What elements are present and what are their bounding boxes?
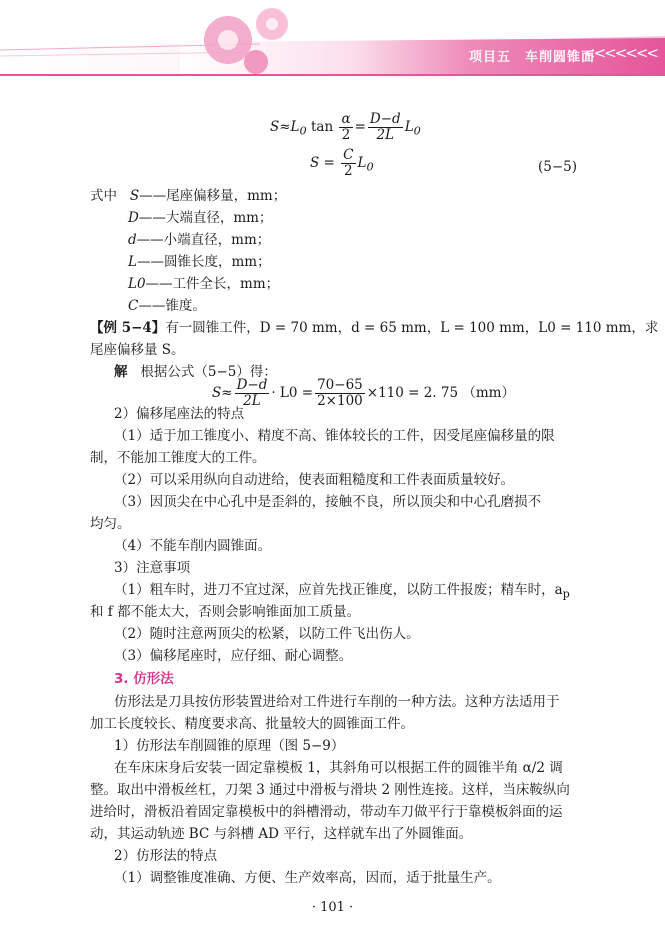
example-line-2: 尾座偏移量 S。 bbox=[90, 342, 185, 358]
subheading: 1）仿形法车削圆锥的原理（图 5−9） bbox=[114, 738, 345, 754]
definition-item: C——锥度。 bbox=[128, 298, 206, 314]
formula-2: S = $\frac{C}{2}$ $L_0$ bbox=[310, 147, 374, 179]
section-heading: 3. 仿形法 bbox=[114, 671, 174, 687]
header-decoration bbox=[0, 0, 665, 78]
paragraph-line: （2）可以采用纵向自动进给，使表面粗糙度和工件表面质量较好。 bbox=[114, 472, 515, 488]
definition-item: L0——工件全长，mm； bbox=[128, 276, 280, 292]
paragraph-line: （3）因顶尖在中心孔中是歪斜的，接触不良，所以顶尖和中心孔磨损不 bbox=[114, 494, 542, 510]
subheading: 2）仿形法的特点 bbox=[114, 848, 218, 864]
paragraph-line: 均匀。 bbox=[90, 516, 131, 532]
paragraph-line: 在车床床身后安装一固定靠模板 1，其斜角可以根据工件的圆锥半角 α/2 调 bbox=[114, 760, 563, 776]
solution-intro: 解 根据公式（5−5）得： bbox=[114, 364, 277, 380]
paragraph-line: 仿形法是刀具按仿形装置进给对工件进行车削的一种方法。这种方法适用于 bbox=[114, 694, 560, 710]
definition-item: D——大端直径，mm； bbox=[128, 210, 273, 226]
definition-item: L——圆锥长度，mm； bbox=[128, 254, 271, 270]
paragraph-line: （1）调整锥度准确、方便、生产效率高，因而，适于批量生产。 bbox=[114, 870, 501, 886]
page-number: · 101 · bbox=[311, 900, 354, 915]
paragraph-line: 整。取出中滑板丝杠，刀架 3 通过中滑板与滑块 2 刚性连接。这样，当床鞍纵向 bbox=[90, 782, 570, 798]
formula-1: $S\approx L_0$ tan $\frac{\alpha}{2}$ = $\frac{D-d}{2L}$ $L_0$ bbox=[270, 111, 421, 143]
example-line-1: 【例 5−4】有一圆锥工件，D = 70 mm，d = 65 mm，L = 100 mm，L0 = 110 mm，求 bbox=[90, 320, 659, 336]
page-header bbox=[0, 0, 665, 78]
definitions-lead: 式中 S——尾座偏移量，mm； bbox=[90, 188, 287, 204]
paragraph-line: 和 f 都不能太大，否则会影响锥面加工质量。 bbox=[90, 604, 361, 620]
paragraph-line: 进给时，滑板沿着固定靠模板中的斜槽滑动，带动车刀做平行于靠模板斜面的运 bbox=[90, 804, 563, 820]
equation-number: (5−5) bbox=[538, 159, 578, 175]
paragraph-line: （3）偏移尾座时，应仔细、耐心调整。 bbox=[114, 648, 353, 664]
subheading: 3）注意事项 bbox=[114, 560, 191, 576]
paragraph-line: （4）不能车削内圆锥面。 bbox=[114, 538, 272, 554]
subheading: 2）偏移尾座法的特点 bbox=[114, 406, 245, 422]
paragraph-line: 动，其运动轨迹 BC 与斜槽 AD 平行，这样就车出了外圆锥面。 bbox=[90, 826, 473, 842]
paragraph-line: （1）适于加工锥度小、精度不高、锥体较长的工件，因受尾座偏移量的限 bbox=[114, 428, 555, 444]
paragraph-line: 加工长度较长、精度要求高、批量较大的圆锥面工件。 bbox=[90, 716, 414, 732]
paragraph-line: （2）随时注意两顶尖的松紧，以防工件飞出伤人。 bbox=[114, 626, 420, 642]
paragraph-line: 制，不能加工锥度大的工件。 bbox=[90, 450, 266, 466]
paragraph-line: （1）粗车时，进刀不宜过深，应首先找正锥度，以防工件报废；精车时，$a_p$ bbox=[114, 582, 570, 601]
chapter-title: 项目五 车削圆锥面 bbox=[468, 50, 595, 65]
calculation-formula: S≈ $\frac{D-d}{2L}$ · L0 = $\frac{70-65}{2\times 100}$ ×110 = 2. 75 （mm） bbox=[212, 377, 515, 409]
definition-item: d——小端直径，mm； bbox=[128, 232, 271, 248]
chevron-decoration: <<<<<<< bbox=[583, 44, 657, 62]
